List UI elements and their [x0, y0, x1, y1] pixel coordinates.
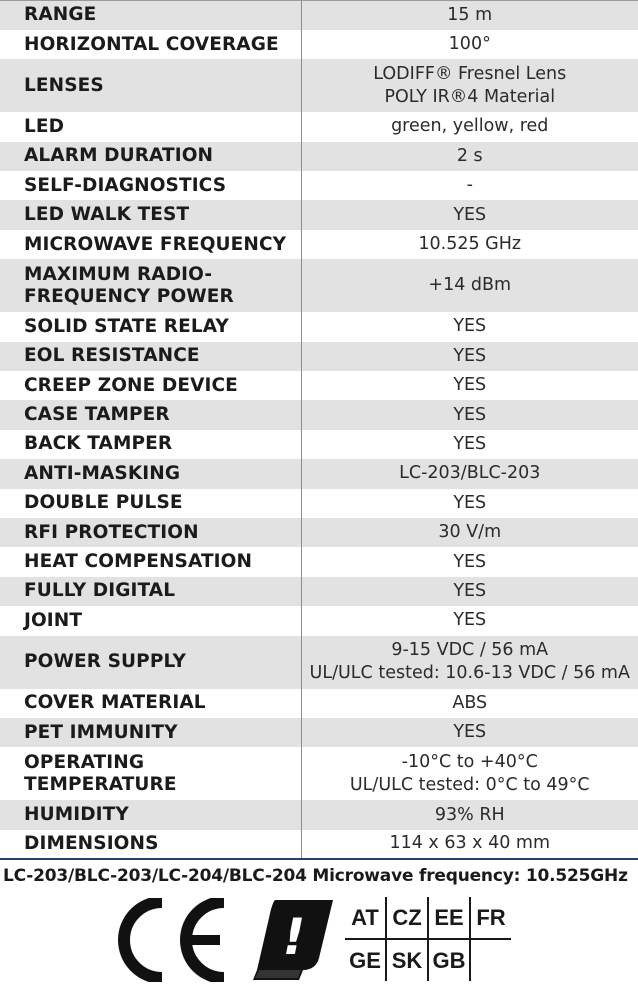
spec-label: LED WALK TEST [0, 200, 301, 229]
country-code: FR [470, 897, 511, 939]
spec-row [0, 689, 638, 718]
spec-label: DOUBLE PULSE [0, 489, 301, 518]
spec-row [0, 747, 638, 800]
spec-value-line: UL/ULC tested: 10.6-13 VDC / 56 mA [309, 663, 630, 684]
country-code: GB [428, 939, 470, 981]
spec-value [301, 800, 638, 829]
spec-label: RFI PROTECTION [0, 518, 301, 547]
alert-glyph: ! [282, 908, 306, 966]
spec-value-line: YES [453, 204, 487, 225]
spec-value [301, 747, 638, 800]
spec-row [0, 718, 638, 747]
spec-value [301, 312, 638, 341]
spec-value-line: YES [453, 492, 487, 513]
spec-label: MICROWAVE FREQUENCY [0, 230, 301, 259]
spec-label: EOL RESISTANCE [0, 342, 301, 371]
spec-value-line: POLY IR®4 Material [384, 86, 556, 107]
spec-value [301, 171, 638, 200]
spec-row [0, 606, 638, 635]
spec-value-line: YES [453, 433, 487, 454]
equipment-class-alert-icon [251, 896, 335, 984]
spec-label-line: MAXIMUM RADIO- [24, 263, 213, 285]
spec-label: HORIZONTAL COVERAGE [0, 30, 301, 59]
spec-value-line: YES [453, 551, 487, 572]
spec-row [0, 547, 638, 576]
spec-value [301, 430, 638, 459]
spec-value-line: YES [453, 722, 487, 743]
spec-value [301, 342, 638, 371]
spec-value-line: 93% RH [434, 804, 505, 825]
spec-value-line: green, yellow, red [391, 116, 549, 137]
country-row-1 [345, 897, 511, 939]
country-code: EE [428, 897, 470, 939]
spec-value-line: ABS [452, 692, 488, 713]
spec-value [301, 371, 638, 400]
spec-value [301, 830, 638, 859]
spec-row [0, 430, 638, 459]
spec-value [301, 1, 638, 30]
spec-row [0, 259, 638, 312]
spec-value [301, 718, 638, 747]
spec-value-line: -10°C to +40°C [401, 751, 538, 772]
spec-value-line: YES [453, 404, 487, 425]
spec-label [0, 259, 301, 312]
country-code: GE [349, 947, 381, 973]
spec-value-line: 114 x 63 x 40 mm [389, 833, 551, 854]
spec-label: SOLID STATE RELAY [0, 312, 301, 341]
spec-value-line: 10.525 GHz [418, 234, 522, 255]
spec-row [0, 200, 638, 229]
spec-label: HEAT COMPENSATION [0, 547, 301, 576]
country-row-2 [345, 939, 511, 981]
spec-value-line: YES [453, 316, 487, 337]
spec-value [301, 606, 638, 635]
spec-row [0, 142, 638, 171]
spec-label: CASE TAMPER [0, 400, 301, 429]
spec-label: CREEP ZONE DEVICE [0, 371, 301, 400]
spec-value [301, 112, 638, 141]
spec-value-line: UL/ULC tested: 0°C to 49°C [349, 774, 590, 795]
spec-value [301, 689, 638, 718]
spec-label: DIMENSIONS [0, 830, 301, 859]
spec-row [0, 230, 638, 259]
spec-row [0, 518, 638, 547]
spec-row [0, 112, 638, 141]
spec-value [301, 518, 638, 547]
spec-value-line: 100° [448, 34, 491, 55]
spec-value-line: - [466, 175, 473, 196]
ce-mark-icon [118, 898, 230, 982]
spec-value-line: YES [453, 580, 487, 601]
spec-row [0, 59, 638, 112]
spec-value [301, 259, 638, 312]
spec-value-line: YES [453, 375, 487, 396]
spec-value [301, 400, 638, 429]
spec-row [0, 636, 638, 689]
spec-label: LED [0, 112, 301, 141]
microwave-frequency-note: LC-203/BLC-203/LC-204/BLC-204 Microwave frequency: 10.525GHz [3, 866, 628, 886]
country-code: CZ [386, 897, 428, 939]
spec-value-line: LC-203/BLC-203 [399, 463, 541, 484]
spec-value [301, 200, 638, 229]
spec-label: SELF-DIAGNOSTICS [0, 171, 301, 200]
country-code: AT [345, 897, 386, 939]
spec-row [0, 400, 638, 429]
spec-label: COVER MATERIAL [0, 689, 301, 718]
spec-value-line: +14 dBm [428, 275, 512, 296]
spec-row [0, 312, 638, 341]
spec-row [0, 459, 638, 488]
spec-value-line: LODIFF® Fresnel Lens [373, 63, 567, 84]
spec-row [0, 371, 638, 400]
spec-row [0, 30, 638, 59]
spec-label: PET IMMUNITY [0, 718, 301, 747]
spec-value-line: 30 V/m [438, 522, 502, 543]
spec-value [301, 459, 638, 488]
spec-row [0, 830, 638, 859]
spec-value-line: 9-15 VDC / 56 mA [391, 640, 549, 661]
spec-label: FULLY DIGITAL [0, 577, 301, 606]
spec-value [301, 230, 638, 259]
spec-value [301, 547, 638, 576]
country-cell-empty [470, 939, 511, 981]
spec-value [301, 636, 638, 689]
country-codes-grid [345, 897, 511, 981]
spec-row [0, 800, 638, 829]
spec-label: OPERATING TEMPERATURE [0, 747, 301, 800]
spec-value-line: YES [453, 345, 487, 366]
spec-value-line: 2 s [456, 145, 483, 166]
specifications-body [0, 1, 638, 860]
spec-value [301, 30, 638, 59]
spec-value [301, 142, 638, 171]
spec-row [0, 577, 638, 606]
spec-label: LENSES [0, 59, 301, 112]
spec-row [0, 171, 638, 200]
spec-label: JOINT [0, 606, 301, 635]
spec-value [301, 59, 638, 112]
spec-label: POWER SUPPLY [0, 636, 301, 689]
spec-row [0, 1, 638, 30]
spec-label: HUMIDITY [0, 800, 301, 829]
spec-label: RANGE [0, 1, 301, 30]
spec-label-line: FREQUENCY POWER [24, 285, 234, 307]
country-code: SK [386, 939, 428, 981]
spec-row [0, 489, 638, 518]
spec-label: ANTI-MASKING [0, 459, 301, 488]
spec-label: ALARM DURATION [0, 142, 301, 171]
spec-value-line: YES [453, 610, 487, 631]
spec-value [301, 489, 638, 518]
spec-label: BACK TAMPER [0, 430, 301, 459]
spec-row [0, 342, 638, 371]
spec-value [301, 577, 638, 606]
spec-value-line: 15 m [447, 4, 493, 25]
